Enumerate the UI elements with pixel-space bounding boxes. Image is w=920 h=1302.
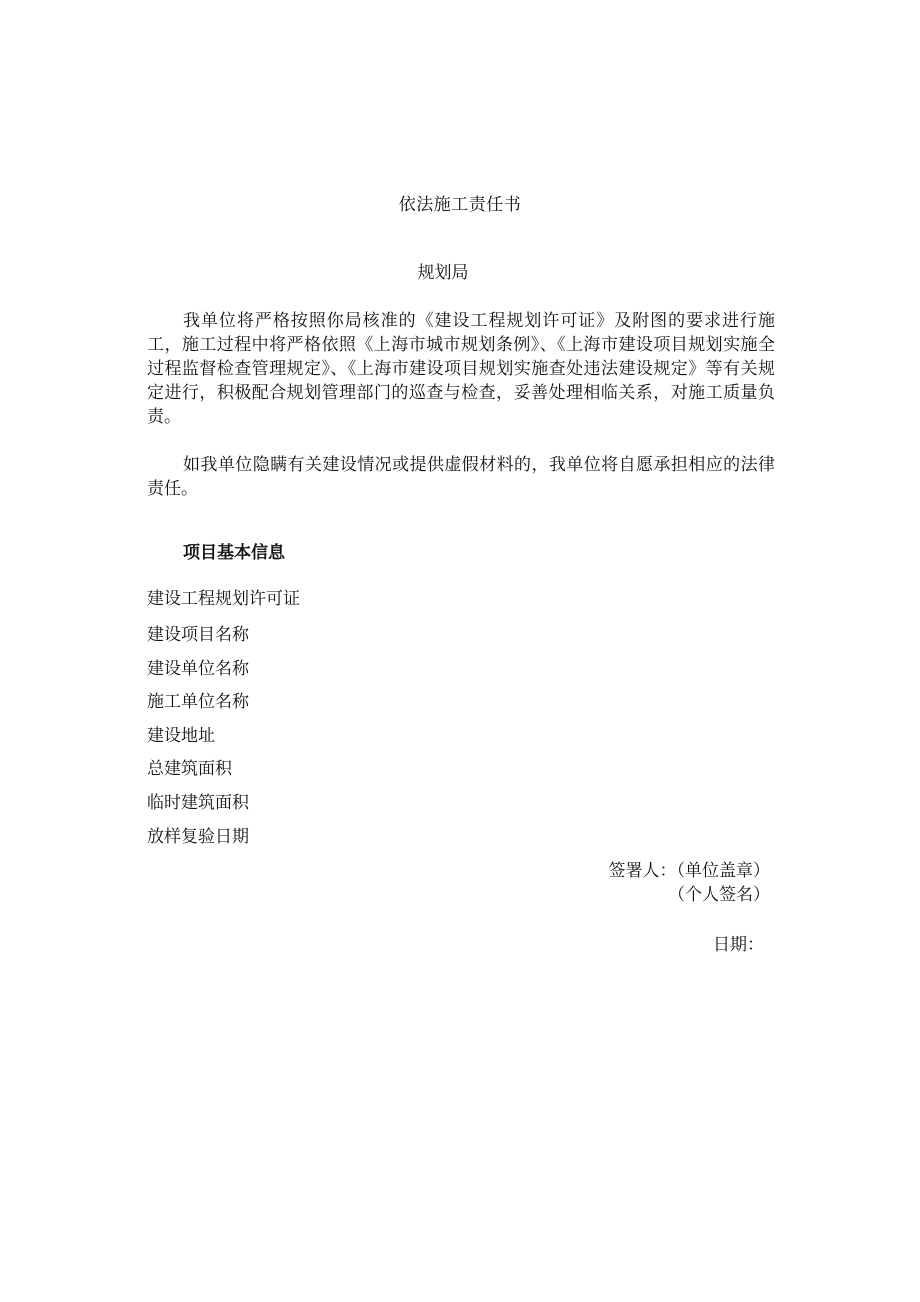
field-project-name: 建设项目名称 <box>147 625 249 645</box>
signer-line: 签署人：（单位盖章） <box>608 861 770 881</box>
section-heading: 项目基本信息 <box>183 543 285 563</box>
liability-paragraph: 如我单位隐瞒有关建设情况或提供虚假材料的，我单位将自愿承担相应的法律责任。 <box>147 455 775 499</box>
field-address: 建设地址 <box>147 725 215 746</box>
field-temporary-area: 临时建筑面积 <box>147 792 249 813</box>
project-info-fields <box>147 623 249 858</box>
field-contractor-name: 施工单位名称 <box>147 692 249 713</box>
field-setout-date: 放样复验日期 <box>147 826 249 847</box>
permit-label: 建设工程规划许可证 <box>147 589 300 609</box>
date-line: 日期： <box>713 935 764 955</box>
commitment-paragraph: 我单位将严格按照你局核准的《建设工程规划许可证》及附图的要求进行施工，施工过程中将严格依照《上海市城市规划条例》、《上海市建设项目规划实施全过程监督检查管理规定》、《上海市建设项目规划实施查处违法建设规定》等有关规定进行，积极配合规划管理部门的巡查与检查，妥善处理相临关系，对施工质量负责。 <box>147 311 775 427</box>
addressee: 规划局 <box>417 263 469 283</box>
personal-signature-line: （个人签名） <box>668 885 770 905</box>
field-builder-name: 建设单位名称 <box>147 658 249 679</box>
field-total-area: 总建筑面积 <box>147 759 232 780</box>
document-title: 依法施工责任书 <box>398 195 522 215</box>
